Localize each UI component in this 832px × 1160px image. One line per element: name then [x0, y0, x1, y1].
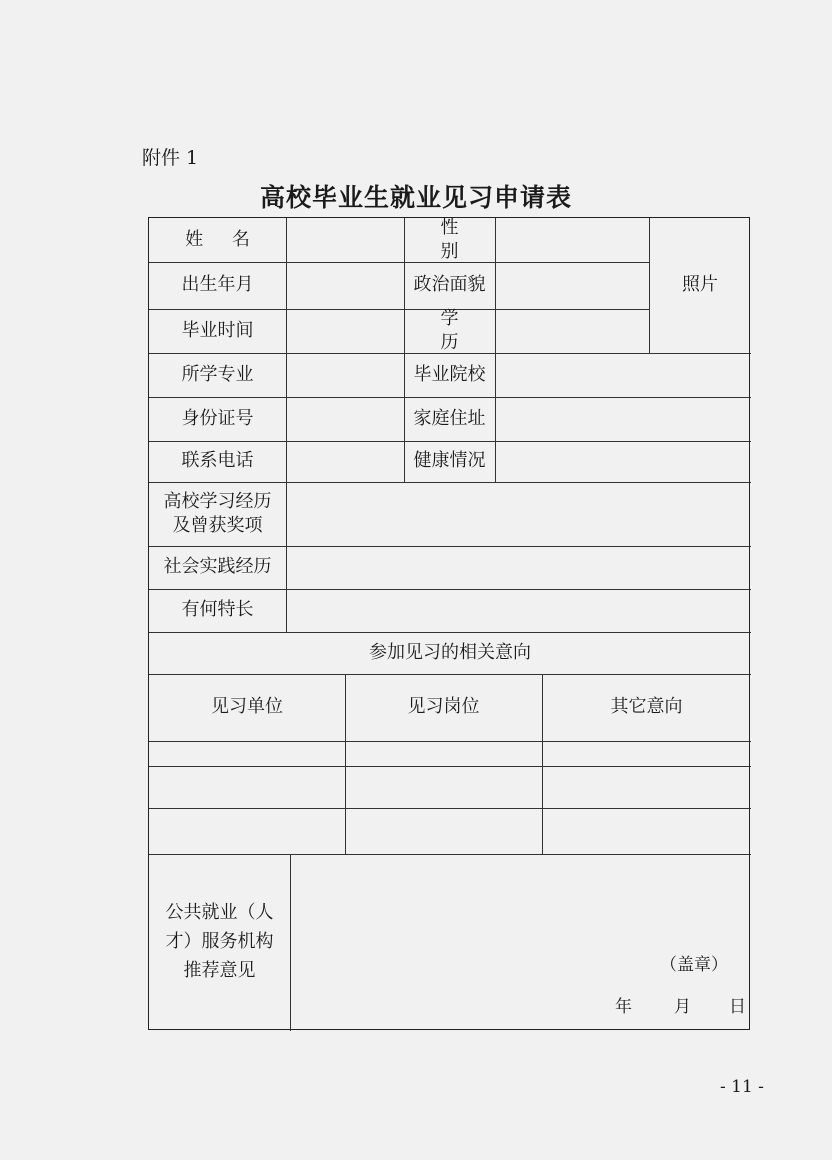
gender-label: 性别 — [440, 216, 481, 262]
education-label: 学历 — [440, 307, 481, 353]
name-label: 姓名 — [185, 228, 279, 250]
col-post-header: 见习岗位 — [407, 696, 480, 718]
attachment-label: 附件 1 — [142, 147, 199, 169]
birth-label: 出生年月 — [181, 274, 254, 296]
grad-time-label: 毕业时间 — [181, 319, 254, 341]
intention-header: 参加见习的相关意向 — [369, 641, 531, 663]
study-award-label: 高校学习经历 及曾获奖项 — [163, 490, 272, 536]
specialty-label: 有何特长 — [181, 599, 254, 621]
agency-opinion-label: 公共就业（人 才）服务机构 推荐意见 — [165, 902, 274, 981]
seal-label: （盖章） — [660, 955, 728, 975]
date-year: 年 — [615, 997, 632, 1017]
date-month: 月 — [674, 997, 691, 1017]
address-label: 家庭住址 — [413, 407, 486, 429]
col-unit-header: 见习单位 — [211, 696, 283, 718]
id-label: 身份证号 — [181, 407, 254, 429]
page-number: - 11 - — [720, 1077, 764, 1097]
phone-label: 联系电话 — [181, 450, 254, 472]
social-practice-label: 社会实践经历 — [163, 556, 272, 578]
political-label: 政治面貌 — [413, 274, 486, 296]
form-title: 高校毕业生就业见习申请表 — [259, 183, 572, 212]
health-label: 健康情况 — [413, 450, 486, 472]
school-label: 毕业院校 — [413, 363, 486, 385]
date-day: 日 — [729, 997, 746, 1017]
photo-placeholder: 照片 — [682, 274, 718, 296]
application-form-table — [148, 217, 750, 1030]
major-label: 所学专业 — [181, 363, 254, 385]
col-other-header: 其它意向 — [610, 696, 683, 718]
